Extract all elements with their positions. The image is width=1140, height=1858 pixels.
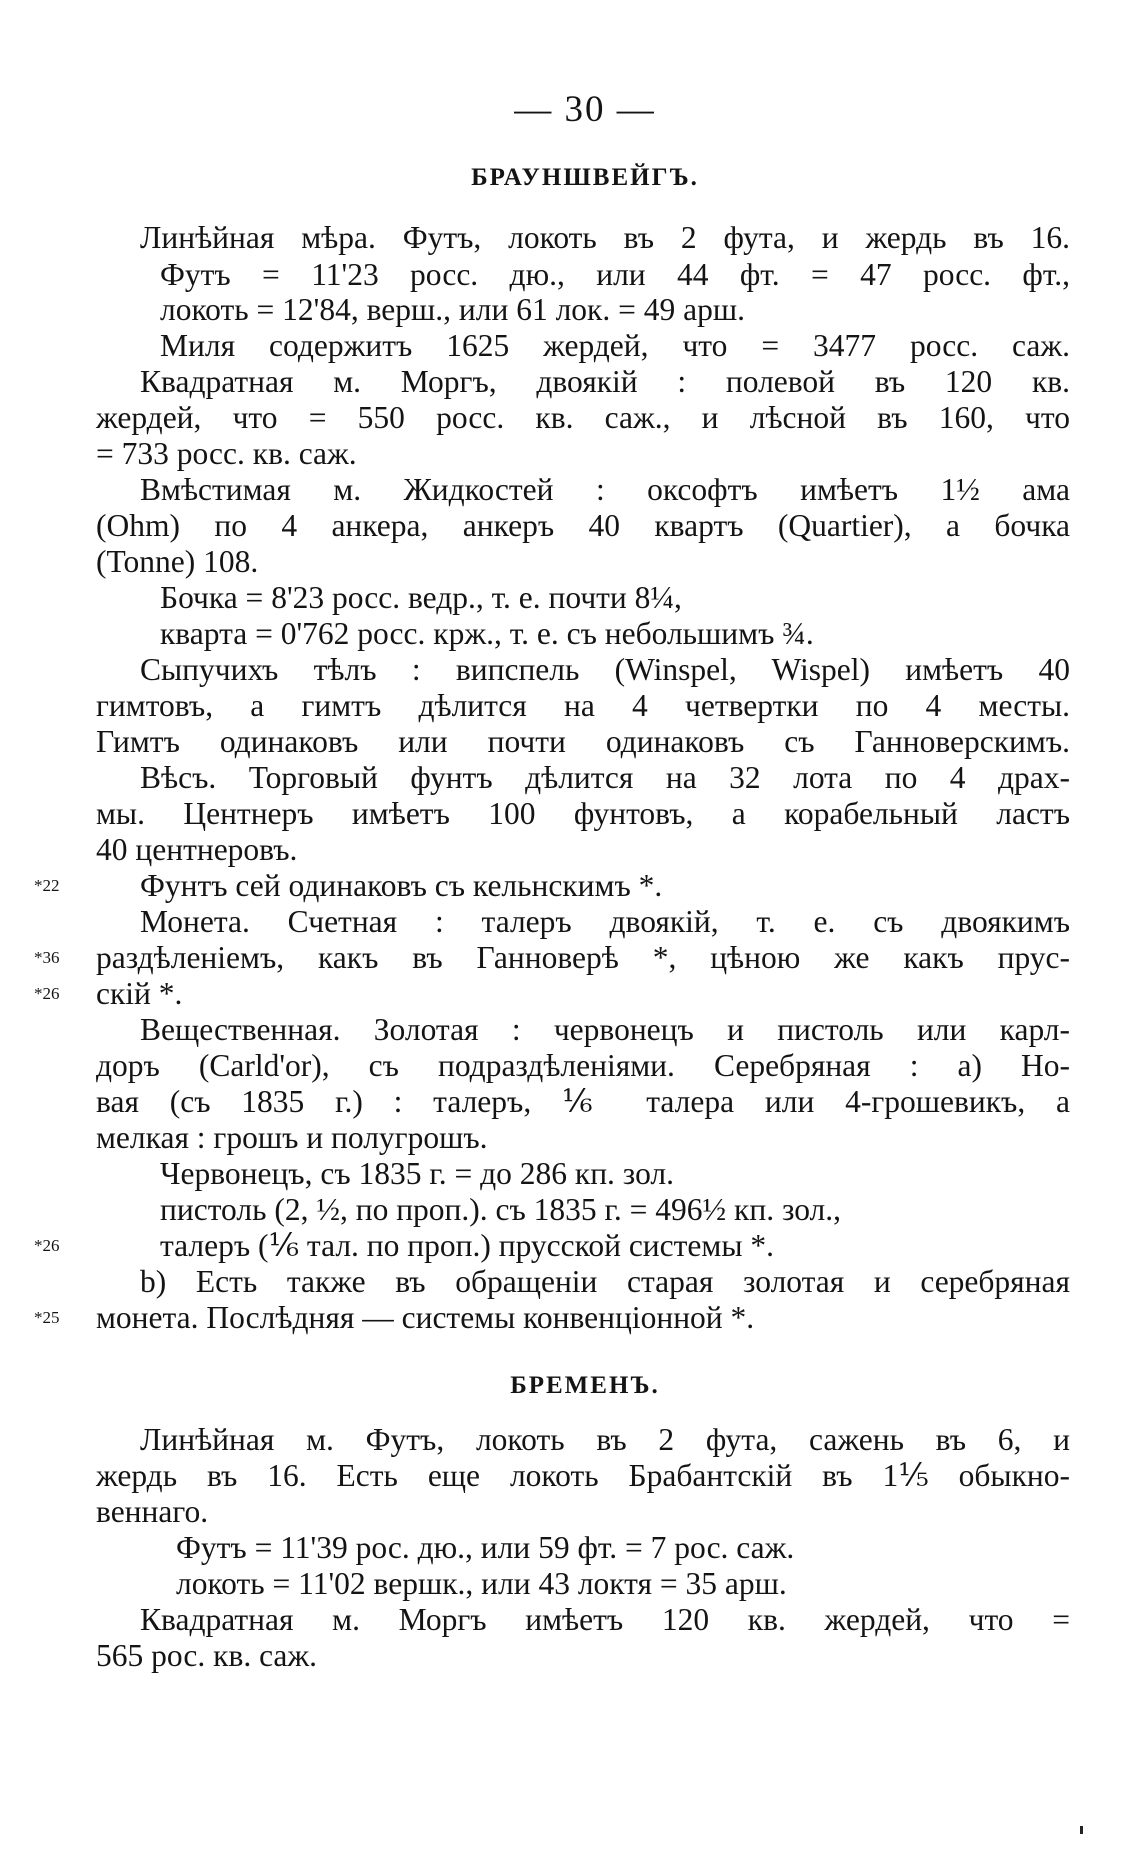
text-line: гимтовъ, а гимтъ дѣлится на 4 четвертки по 4 месты.	[96, 688, 1070, 723]
text-line: Футъ = 11'23 росс. дю., или 44 фт. = 47 росс. фт.,	[160, 257, 1070, 292]
text-line: талеръ (⅙ тал. по проп.) прусской системы *.	[160, 1228, 774, 1263]
scan-speck	[1080, 1826, 1083, 1834]
text-line: скій *.	[96, 976, 183, 1011]
text-line: доръ (Carld'or), съ подраздѣленіями. Серебряная : а) Но-	[96, 1048, 1070, 1083]
text-line: веннаго.	[96, 1494, 209, 1529]
text-line: Линѣйная м. Футъ, локоть въ 2 фута, сажень въ 6, и	[140, 1422, 1070, 1457]
text-line: мелкая : грошъ и полугрошъ.	[96, 1120, 488, 1155]
text-line: 565 рос. кв. саж.	[96, 1638, 318, 1673]
text-line: Монета. Счетная : талеръ двоякій, т. е. съ двоякимъ	[140, 904, 1070, 939]
text-line: кварта = 0'762 росс. крж., т. е. съ небольшимъ ¾.	[160, 616, 814, 651]
text-line: локоть = 11'02 вершк., или 43 локтя = 35 арш.	[176, 1566, 787, 1601]
text-line: Червонецъ, съ 1835 г. = до 286 кп. зол.	[160, 1156, 674, 1191]
text-line: (Ohm) по 4 анкера, анкеръ 40 квартъ (Quartier), а бочка	[96, 508, 1070, 543]
text-line: вая (съ 1835 г.) : талеръ, ⅙ талера или 4-грошевикъ, а	[96, 1084, 1070, 1119]
text-line: мы. Центнеръ имѣетъ 100 фунтовъ, а корабельный ластъ	[96, 796, 1070, 831]
section-heading-bremen: БРЕМЕНЪ.	[510, 1372, 660, 1399]
text-line: b) Есть также въ обращеніи старая золотая и серебряная	[140, 1264, 1070, 1299]
text-line: Квадратная м. Моргъ имѣетъ 120 кв. жердей, что =	[140, 1602, 1070, 1637]
text-line: Вѣсъ. Торговый фунтъ дѣлится на 32 лота по 4 драх-	[140, 760, 1070, 795]
text-line: пистоль (2, ½, по проп.). съ 1835 г. = 496½ кп. зол.,	[160, 1192, 842, 1227]
text-line: Вмѣстимая м. Жидкостей : оксофтъ имѣетъ 1½ ама	[140, 472, 1070, 507]
margin-note: *36	[34, 948, 60, 967]
text-line: Миля содержитъ 1625 жердей, что = 3477 росс. саж.	[160, 328, 1070, 363]
text-line: Гимтъ одинаковъ или почти одинаковъ съ Ганноверскимъ.	[96, 724, 1070, 759]
section-heading-braunschweig: БРАУНШВЕЙГЪ.	[471, 164, 699, 191]
text-line: Фунтъ сей одинаковъ съ кельнскимъ *.	[140, 868, 663, 903]
text-line: Квадратная м. Моргъ, двоякій : полевой въ 120 кв.	[140, 364, 1070, 399]
text-line: Вещественная. Золотая : червонецъ и пистоль или карл-	[140, 1012, 1070, 1047]
margin-note: *22	[34, 876, 60, 895]
text-line: Футъ = 11'39 рос. дю., или 59 фт. = 7 рос. саж.	[176, 1530, 795, 1565]
text-line: раздѣленіемъ, какъ въ Ганноверѣ *, цѣною же какъ прус-	[96, 940, 1070, 975]
text-line: локоть = 12'84, верш., или 61 лок. = 49 арш.	[160, 292, 745, 327]
text-line: (Tonne) 108.	[96, 544, 259, 579]
text-line: Линѣйная мѣра. Футъ, локоть въ 2 фута, и жердь въ 16.	[140, 220, 1070, 255]
margin-note: *25	[34, 1308, 60, 1327]
text-line: жердей, что = 550 росс. кв. саж., и лѣсной въ 160, что	[96, 400, 1070, 435]
text-line: монета. Послѣдняя — системы конвенціонной *.	[96, 1300, 755, 1335]
text-line: Сыпучихъ тѣлъ : випспель (Winspel, Wispel) имѣетъ 40	[140, 652, 1070, 687]
text-line: Бочка = 8'23 росс. ведр., т. е. почти 8¼,	[160, 580, 682, 615]
text-line: = 733 росс. кв. саж.	[96, 436, 357, 471]
text-line: 40 центнеровъ.	[96, 832, 298, 867]
margin-note: *26	[34, 1236, 60, 1255]
page-number: — 30 —	[514, 89, 656, 130]
margin-note: *26	[34, 984, 60, 1003]
text-line: жердь въ 16. Есть еще локоть Брабантскій въ 1⅕ обыкно-	[96, 1458, 1070, 1493]
